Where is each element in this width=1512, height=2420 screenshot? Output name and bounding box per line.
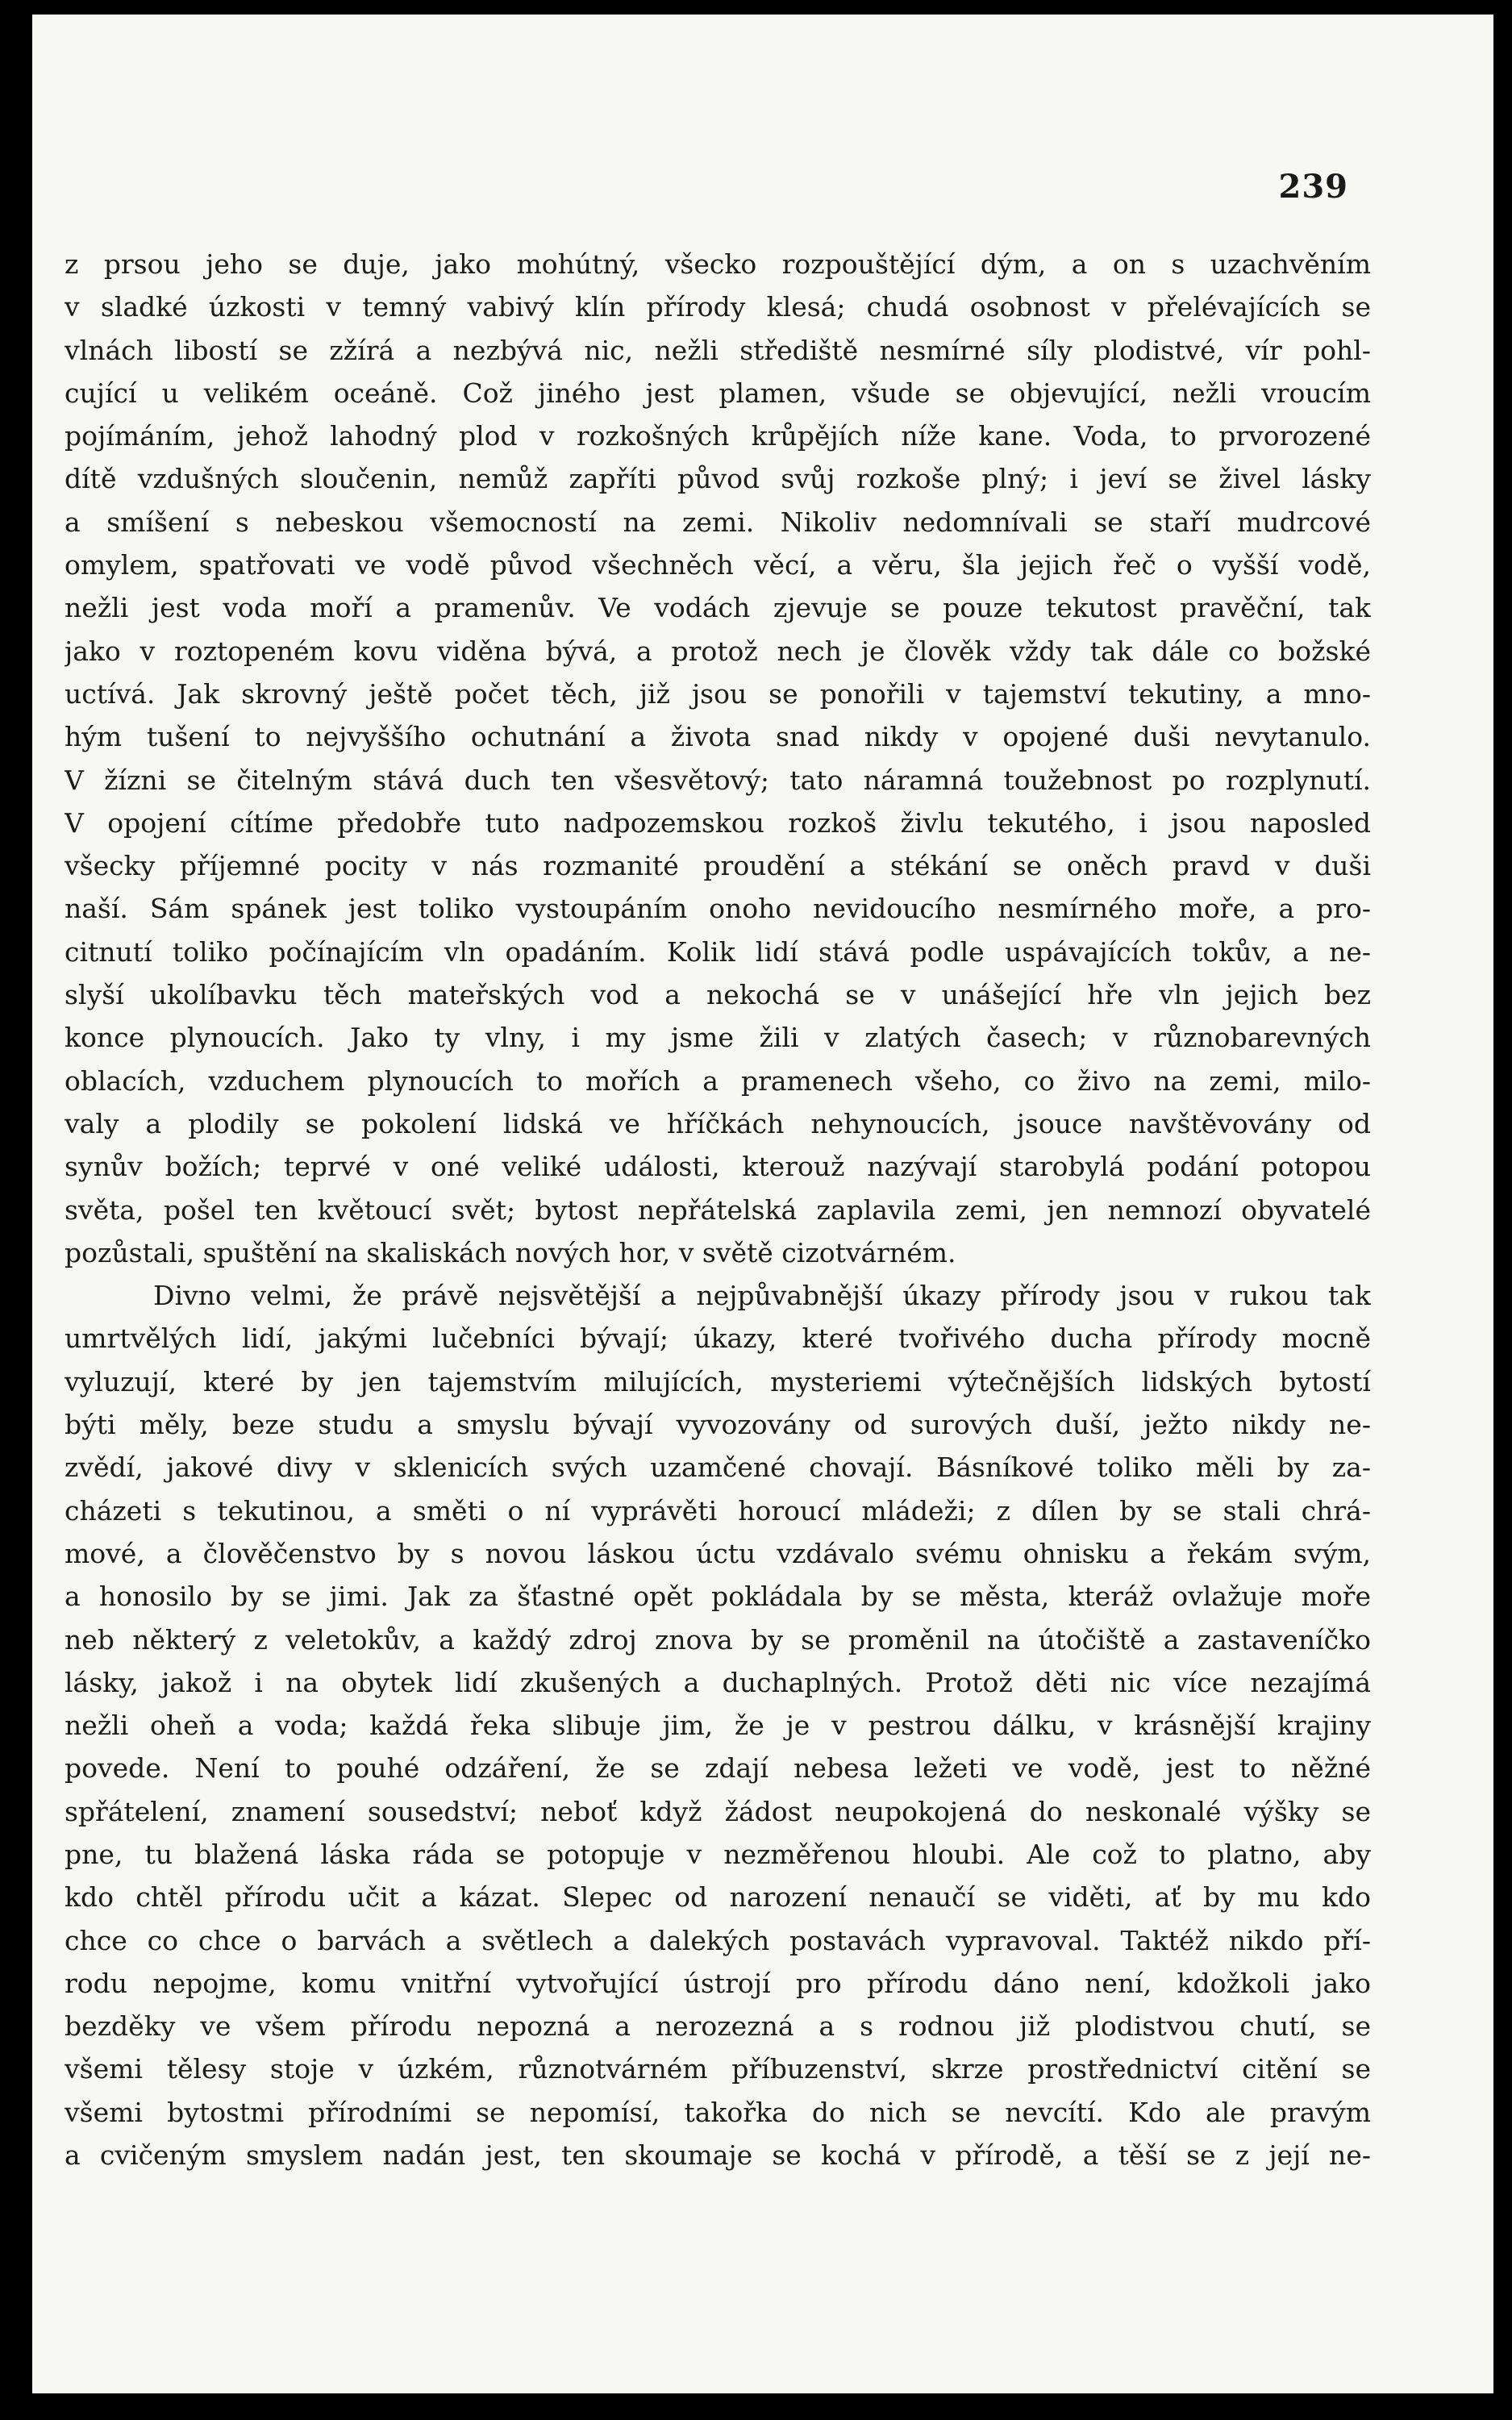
text-line: nežli jest voda moří a pramenův. Ve vodách zjevuje se pouze tekutost pravěční, tak [65, 592, 1371, 624]
text-line: chce co chce o barvách a světlech a dalekých postavách vypravoval. Taktéž nikdo pří- [65, 1924, 1371, 1956]
text-line: citnutí toliko počínajícím vln opadáním. Kolik lidí stává podle uspávajících tokův, a ne- [65, 935, 1371, 968]
text-line: lásky, jakož i na obytek lidí zkušených a duchaplných. Protož děti nic více nezajímá [65, 1666, 1371, 1698]
text-line: bezděky ve všem přírodu nepozná a nerozezná a s rodnou již plodistvou chutí, se [65, 2010, 1371, 2043]
text-line: dítě vzdušných sloučenin, nemůž zapříti původ svůj rozkoše plný; i jeví se živel lásky [65, 463, 1371, 495]
text-line: světa, pošel ten květoucí svět; bytost nepřátelská zaplavila zemi, jen nemnozí obyvatelé [65, 1193, 1371, 1226]
text-line: rodu nepojme, komu vnitřní vytvořující ústrojí pro přírodu dáno není, kdožkoli jako [65, 1967, 1371, 1999]
text-line: vlnách libostí se zžírá a nezbývá nic, nežli střediště nesmírné síly plodistvé, vír pohl- [65, 334, 1371, 366]
text-line: povede. Není to pouhé odzáření, že se zdají nebesa ležeti ve vodě, jest to něžné [65, 1752, 1371, 1785]
text-line: býti měly, beze studu a smyslu bývají vyvozovány od surových duší, ježto nikdy ne- [65, 1409, 1371, 1441]
text-line: v sladké úzkosti v temný vabivý klín přírody klesá; chudá osobnost v přelévajících se [65, 291, 1371, 323]
text-body [65, 243, 1371, 2176]
text-line: a honosilo by se jimi. Jak za šťastné opět pokládala by se města, kteráž ovlažuje moře [65, 1581, 1371, 1613]
text-line: zvědí, jakové divy v sklenicích svých uzamčené chovají. Básníkové toliko měli by za- [65, 1452, 1371, 1484]
text-line: mové, a člověčenstvo by s novou láskou úctu vzdávalo svému ohnisku a řekám svým, [65, 1537, 1371, 1569]
text-line: a cvičeným smyslem nadán jest, ten skoumaje se kochá v přírodě, a těší se z její ne- [65, 2139, 1371, 2172]
text-line: pojímáním, jehož lahodný plod v rozkošných krůpějích níže kane. Voda, to prvorozené [65, 420, 1371, 452]
text-line: vyluzují, které by jen tajemstvím milujících, mysteriemi výtečnějších lidských bytostí [65, 1365, 1371, 1397]
text-line: z prsou jeho se duje, jako mohútný, všecko rozpouštějící dým, a on s uzachvěním [65, 248, 1371, 280]
text-line: všecky příjemné pocity v nás rozmanité proudění a stékání se oněch pravd v duši [65, 850, 1371, 882]
text-line: Divno velmi, že právě nejsvětější a nejpůvabnější úkazy přírody jsou v rukou tak [153, 1280, 1371, 1312]
text-line: spřátelení, znamení sousedství; neboť když žádost neupokojená do neskonalé výšky se [65, 1795, 1371, 1827]
text-line: omylem, spatřovati ve vodě původ všechněch věcí, a věru, šla jejich řeč o vyšší vodě, [65, 549, 1371, 581]
text-line: konce plynoucích. Jako ty vlny, i my jsme žili v zlatých časech; v různobarevných [65, 1022, 1371, 1054]
text-line: oblacích, vzduchem plynoucích to mořích a pramenech všeho, co živo na zemi, milo- [65, 1064, 1371, 1097]
text-line: cházeti s tekutinou, a směti o ní vyprávěti horoucí mládeži; z dílen by se stali chrá- [65, 1494, 1371, 1527]
text-line: a smíšení s nebeskou všemocností na zemi. Nikoliv nedomnívali se staří mudrcové [65, 506, 1371, 538]
text-line: umrtvělých lidí, jakými lučebníci bývají; úkazy, které tvořivého ducha přírody mocně [65, 1322, 1371, 1355]
text-line: valy a plodily se pokolení lidská ve hříčkách nehynoucích, jsouce navštěvovány od [65, 1107, 1371, 1139]
text-line: uctívá. Jak skrovný ještě počet těch, již jsou se ponořili v tajemství tekutiny, a mno- [65, 677, 1371, 710]
text-line: naší. Sám spánek jest toliko vystoupáním onoho nevidoucího nesmírného moře, a pro- [65, 893, 1371, 925]
text-line: pozůstali, spuštění na skaliskách nových hor, v světě cizotvárném. [65, 1236, 956, 1268]
text-line: slyší ukolíbavku těch mateřských vod a nekochá se v unášející hře vln jejich bez [65, 979, 1371, 1011]
text-line: pne, tu blažená láska ráda se potopuje v nezměřenou hloubi. Ale což to platno, aby [65, 1838, 1371, 1870]
text-line: kdo chtěl přírodu učit a kázat. Slepec od narození nenaučí se viděti, ať by mu kdo [65, 1881, 1371, 1914]
text-line: všemi tělesy stoje v úzkém, různotvárném příbuzenství, skrze prostřednictví citění se [65, 2053, 1371, 2085]
text-line: nežli oheň a voda; každá řeka slibuje jim, že je v pestrou dálku, v krásnější krajiny [65, 1710, 1371, 1742]
page-number: 239 [1278, 168, 1348, 206]
text-line: cující u velikém oceáně. Což jiného jest plamen, všude se objevující, nežli vroucím [65, 377, 1371, 409]
text-line: jako v roztopeném kovu viděna bývá, a protož nech je člověk vždy tak dále co božské [65, 635, 1371, 667]
text-line: hým tušení to nejvyššího ochutnání a života snad nikdy v opojené duši nevytanulo. [65, 721, 1371, 753]
text-line: V opojení cítíme předobře tuto nadpozemskou rozkoš živlu tekutého, i jsou naposled [65, 806, 1371, 839]
text-line: V žízni se čitelným stává duch ten všesvětový; tato náramná toužebnost po rozplynutí. [65, 764, 1371, 796]
text-line: synův božích; teprvé v oné veliké události, kterouž nazývají starobylá podání potopou [65, 1151, 1371, 1183]
book-page [32, 15, 1493, 2393]
text-line: všemi bytostmi přírodními se nepomísí, takořka do nich se nevcítí. Kdo ale pravým [65, 2096, 1371, 2128]
text-line: neb některý z veletokův, a každý zdroj znova by se proměnil na útočiště a zastaveníčko [65, 1623, 1371, 1656]
